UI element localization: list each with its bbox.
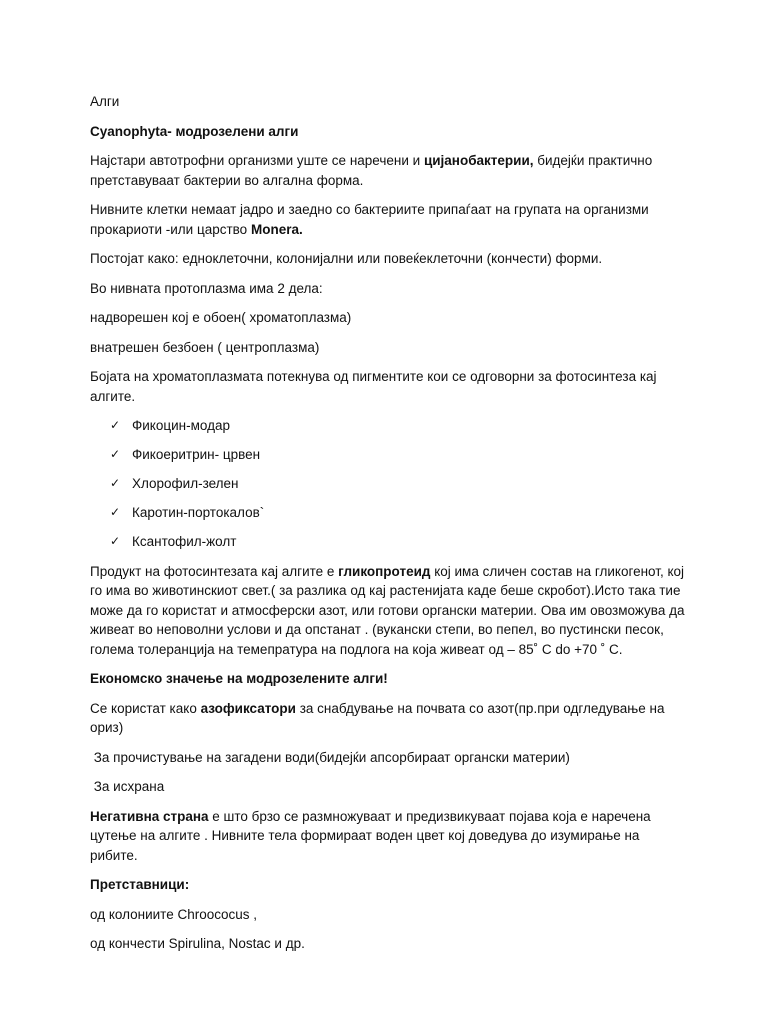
list-item: ✓ Фикоеритрин- црвен xyxy=(110,445,690,465)
pigment-list xyxy=(90,416,690,552)
paragraph-outer: надворешен кој е обоен( хроматоплазма) xyxy=(90,310,352,325)
economic-heading: Економско значење на модрозелените алги! xyxy=(90,671,388,686)
paragraph-nutrition: За исхрана xyxy=(90,779,165,794)
paragraph-colonies: од колониите Chroococus , xyxy=(90,906,258,922)
paragraph-filaments: од кончести Spirulina, Nostac и др. xyxy=(90,936,305,951)
section-heading: Cyanophyta- модрозелени алги xyxy=(90,123,299,139)
paragraph-cells: Нивните клетки немаат јадро и заедно со бактериите припаѓаат на групата на организми прокариоти -или царство Monera. xyxy=(90,202,649,237)
paragraph-negative: Негативна страна е што брзо се размножуваат и предизвикуваат појава која е наречена цутење на алгите . Нивните тела формираат воден цвет кој доведува до изумирање на рибите. xyxy=(90,808,651,863)
paragraph-origin: Најстари автотрофни организми уште се наречени и цијанобактерии, бидејќи практично претставуваат бактерии во алгална форма. xyxy=(90,153,653,188)
checkmark-icon: ✓ xyxy=(110,505,121,519)
document-title: Алги xyxy=(90,94,120,109)
checkmark-icon: ✓ xyxy=(110,534,121,548)
list-item: ✓ Каротин-портокалов` xyxy=(110,503,690,523)
paragraph-color: Бојата на хроматоплазмата потекнува од пигментите кои се одговорни за фотосинтеза кај алгите. xyxy=(90,369,657,404)
document-page xyxy=(90,92,690,964)
list-item: ✓ Ксантофил-жолт xyxy=(110,532,690,552)
paragraph-inner: внатрешен безбоен ( центроплазма) xyxy=(90,339,320,355)
paragraph-usage: Се користат како азофиксатори за снабдување на почвата со азот(пр.при одгледување на ориз) xyxy=(90,700,665,735)
list-item: ✓ Фикоцин-модар xyxy=(110,416,690,436)
list-item: ✓ Хлорофил-зелен xyxy=(110,474,690,494)
checkmark-icon: ✓ xyxy=(110,418,121,432)
checkmark-icon: ✓ xyxy=(110,447,121,461)
representatives-heading: Претставници: xyxy=(90,877,190,892)
checkmark-icon: ✓ xyxy=(110,476,121,490)
paragraph-protoplasm: Во нивната протоплазма има 2 дела: xyxy=(90,280,323,296)
paragraph-forms: Постојат како: едноклеточни, колонијални или повеќеклеточни (кончести) форми. xyxy=(90,251,603,266)
paragraph-product: Продукт на фотосинтезата кај алгите е гликопротеид кој има сличен состав на гликогенот, кој го има во животинскиот свет.( за разлика од кај растенијата каде беше скробот).Исто така тие може да го користат и атмосферски азот, или готови органски материи. Ова им овозможува да живеат во неповолни услови и да опстанат . (вукански степи, во пепел, во пустински песок, голема толеранција на темепратура на подлога на која живеат од – 85˚ C do +70 ˚ C. xyxy=(90,563,685,657)
paragraph-purification: За прочистување на загадени води(бидејќи апсорбираат органски материи) xyxy=(90,749,570,765)
